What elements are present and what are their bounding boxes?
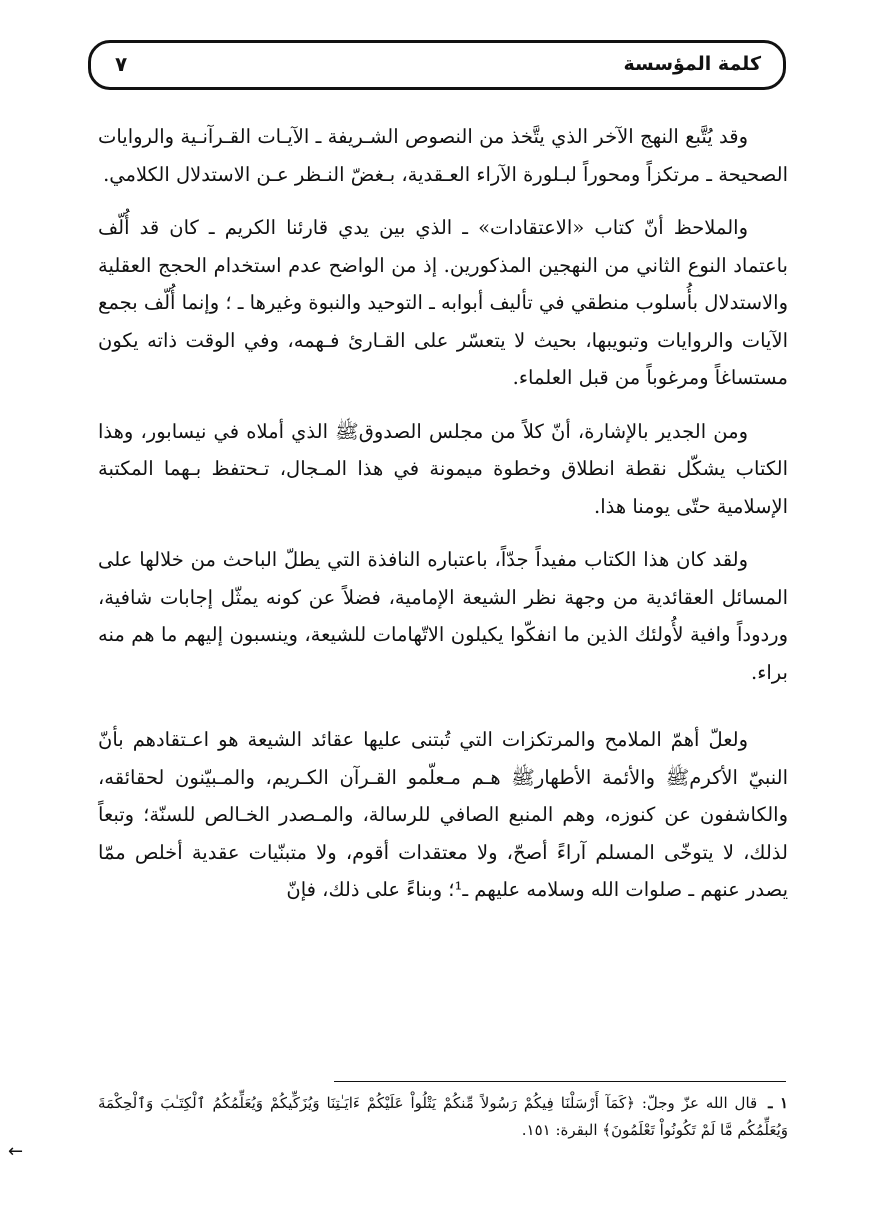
paragraph: ولعلّ أهمّ الملامح والمرتكزات التي تُبتنى عليها عقائد الشيعة هو اعـتقادهم بأنّ النبيّ الأكرمﷺ والأئمة الأطهارﷺ هـم مـعلّمو القـرآن الكـريم، والمـبيّنون لحقائقه، والكاشفون عن كنوزه، وهم المنبع الصافي للرسالة، والمـصدر الخـالص للسنّة؛ وتبعاً لذلك، لا يتوخّى المسلم آراءً أصحّ، ولا معتقدات أقوم، ولا متبنّيات عقدية أخلص ممّا يصدر عنهم ـ صلوات الله وسلامه عليهم ـ¹؛ وبناءً على ذلك، فإنّ — [98, 728, 788, 901]
body-text — [98, 118, 788, 925]
footnote-divider — [334, 1081, 786, 1082]
header-title: كلمة المؤسسة — [623, 53, 761, 75]
footnote — [98, 1090, 788, 1144]
paragraph: ومن الجدير بالإشارة، أنّ كلاً من مجلس الصدوقﷺ الذي أملاه في نيسابور، وهذا الكتاب يشكّل نقطة انطلاق وخطوة ميمونة في هذا المـجال، تـحتفظ بـهما المكتبة الإسلامية حتّى يومنا هذا. — [98, 419, 788, 518]
page-header — [88, 40, 786, 90]
footnote-number: ١ ـ — [768, 1094, 788, 1112]
page-number: ٧ — [115, 52, 128, 76]
paragraph: والملاحظ أنّ كتاب «الاعتقادات» ـ الذي بين يدي قارئنا الكريم ـ كان قد أُلّف باعتماد النوع الثاني من النهجين المذكورين. إذ من الواضح عدم استخدام الحجج العقلية والاستدلال بأُسلوب منطقي في تأليف أبوابه ـ التوحيد والنبوة وغيرها ـ ؛ وإنما أُلّف بجمع الآيات والروايات وتبويبها، بحيث لا يتعسّر على القـارئ فـهمه، وفي الوقت ذاته يكون مستساغاً ومرغوباً من قبل العلماء. — [98, 216, 788, 389]
footnote-text: قال الله عزّ وجلّ: ﴿كَمَآ أَرْسَلْنَا فِيكُمْ رَسُولاً مِّنكُمْ يَتْلُواْ عَلَيْكُمْ ءَايَـٰتِنَا وَيُزَكِّيكُمْ وَيُعَلِّمُكُمُ ٱلْكِتَـٰبَ وَٱلْحِكْمَةَ وَيُعَلِّمُكُم مَّا لَمْ تَكُونُواْ تَعْلَمُونَ﴾ البقرة: ١٥١. — [98, 1094, 788, 1139]
paragraph: وقد يُتَّبع النهج الآخر الذي يتَّخذ من النصوص الشـريفة ـ الآيـات القـرآنـية والروايات الصحيحة ـ مرتكزاً ومحوراً لبـلورة الآراء العـقدية، بـغضّ النـظر عـن الاستدلال الكلامي. — [98, 125, 788, 186]
continue-arrow-icon: ← — [8, 1141, 24, 1162]
paragraph: ولقد كان هذا الكتاب مفيداً جدّاً، باعتباره النافذة التي يطلّ الباحث من خلالها على المسائل العقائدية من وجهة نظر الشيعة الإمامية، فضلاً عن كونه يمثّل إجابات شافية، وردوداً وافية لأُولئك الذين ما انفكّوا يكيلون الاتّهامات للشيعة، وينسبون إليهم ما هم منه براء. — [98, 548, 788, 684]
